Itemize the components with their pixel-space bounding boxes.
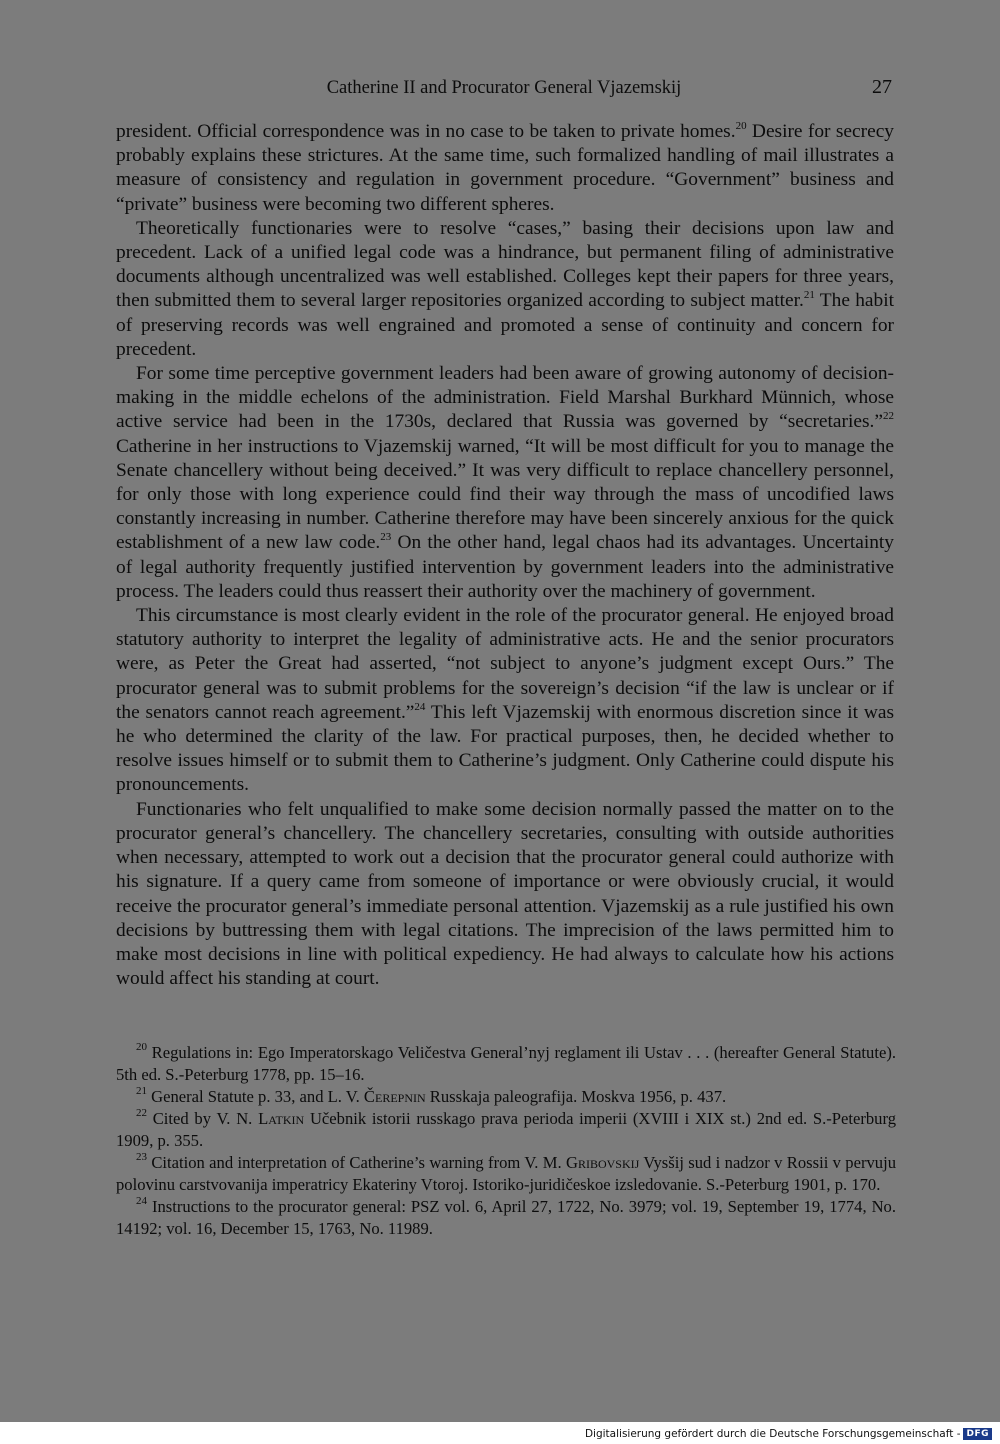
text-run: Instructions to the procurator general: PSZ vol. 6, April 27, 1722, No. 3979; vol. 19, September 19, 1774, No. 14192; vol. 16, December 15, 1763, No. 11989.: [116, 1197, 896, 1238]
footnote-ref: 21: [136, 1085, 147, 1097]
paragraph: [116, 217, 894, 362]
text-run: president. Official correspondence was in no case to be taken to private homes.: [116, 121, 736, 142]
text-run: Cited by V. N.: [147, 1109, 259, 1128]
footnote-ref: 23: [380, 531, 392, 544]
paragraph: [116, 120, 894, 217]
page-number: 27: [872, 76, 892, 98]
author-name: Latkin: [258, 1109, 305, 1128]
text-run: Učebnik istorii russkago prava perioda imperii (XVIII i XIX st.) 2nd ed. S.-Peterburg 1909, p. 355.: [116, 1109, 896, 1150]
running-head: Catherine II and Procurator General Vjazemskij: [326, 78, 682, 98]
footnote-ref: 24: [136, 1195, 147, 1207]
footnote: [116, 1152, 896, 1196]
text-run: On the other hand, legal chaos had its advantages. Uncertainty of legal authority frequently justified intervention by government leaders into the administrative process. The leaders could thus reassert their authority over the machinery of government.: [116, 532, 894, 602]
footnote-ref: 20: [136, 1041, 147, 1053]
text-run: Functionaries who felt unqualified to make some decision normally passed the matter on to the procurator general’s chancellery. The chancellery secretaries, consulting with outside authorities when necessary, attempted to work out a decision that the procurator general could authorize with his signature. If a query came from someone of importance or were obviously crucial, it would receive the procurator general’s immediate personal attention. Vjazemskij as a rule justified his own decisions by buttressing them with legal citations. The imprecision of the laws permitted him to make most decisions in line with political expediency. He had always to calculate how his actions would affect his standing at court.: [116, 798, 894, 990]
digitization-credit: [585, 1425, 992, 1443]
text-run: Regulations in: Ego Imperatorskago Veličestva General’nyj reglament ili Ustav . . . (hereafter General Statute). 5th ed. S.-Peterburg 1778, pp. 15–16.: [116, 1043, 896, 1084]
text-run: Vysšij sud i nadzor v Rossii v pervuju polovinu carstvovanija imperatricy Ekateriny Vtoroj. Istoriko-juridičeskoe izsledovanie. S.-Peterburg 1901, p. 170.: [116, 1153, 896, 1194]
author-name: Gribovskij: [565, 1153, 640, 1172]
footnote-ref: 21: [803, 289, 815, 302]
footnote: [116, 1108, 896, 1152]
paragraph: [116, 604, 894, 798]
footnote: [116, 1042, 896, 1086]
text-run: Desire for secrecy probably explains these strictures. At the same time, such formalized handling of mail illustrates a measure of consistency and regulation in government procedure. “Government” business and “private” business were becoming two different spheres.: [116, 121, 894, 215]
page-header: [116, 76, 892, 106]
text-run: This left Vjazemskij with enormous discretion since it was he who determined the clarity of the law. For practical purposes, then, he decided whether to resolve issues himself or to submit them to Catherine’s judgment. Only Catherine could dispute his pronouncements.: [116, 701, 895, 796]
footnote-ref: 24: [414, 700, 426, 713]
footnote: [116, 1086, 896, 1108]
text-run: Theoretically functionaries were to resolve “cases,” basing their decisions upon law and precedent. Lack of a unified legal code was a hindrance, but permanent filing of administrative documents although uncentralized was well established. Colleges kept their papers for three years, then submitted them to several larger repositories organized according to subject matter.: [116, 217, 894, 312]
footnote-ref: 22: [883, 410, 894, 423]
body-text: [116, 120, 894, 991]
text-run: Catherine in her instructions to Vjazemskij warned, “It will be most difficult for you to manage the Senate chancellery without being deceived.” It was very difficult to replace chancellery personnel, for only those with long experience could find their way through the mass of uncodified laws constantly increasing in number. Catherine therefore may have been sincerely anxious for the quick establishment of a new law code.: [116, 435, 894, 554]
paragraph: [116, 798, 894, 992]
text-run: For some time perceptive government leaders had been aware of growing autonomy of decision-making in the middle echelons of the administration. Field Marshal Burkhard Münnich, whose active service had been in the 1730s, declared that Russia was governed by “secretaries.”: [116, 363, 894, 433]
text-run: The habit of preserving records was well engrained and promoted a sense of continuity and concern for precedent.: [116, 290, 894, 360]
footnote: [116, 1196, 896, 1240]
text-run: General Statute p. 33, and L. V.: [147, 1087, 364, 1106]
footnotes: [116, 1042, 896, 1240]
text-run: This circumstance is most clearly evident in the role of the procurator general. He enjoyed broad statutory authority to interpret the legality of administrative acts. He and the senior procurators were, as Peter the Great had asserted, “not subject to anyone’s judgment except Ours.” The procurator general was to submit problems for the sovereign’s decision “if the law is unclear or if the senators cannot reach agreement.”: [116, 605, 894, 723]
credit-text: Digitalisierung gefördert durch die Deutsche Forschungsgemeinschaft -: [584, 1428, 961, 1440]
text-run: Citation and interpretation of Catherine’s warning from V. M.: [147, 1153, 566, 1172]
footnote-ref: 20: [735, 120, 747, 132]
paragraph: [116, 362, 894, 604]
author-name: Čerepnin: [363, 1087, 426, 1106]
footnote-ref: 23: [136, 1151, 147, 1163]
footnote-ref: 22: [136, 1107, 147, 1119]
text-run: Russkaja paleografija. Moskva 1956, p. 437.: [425, 1087, 727, 1106]
dfg-logo: DFG: [963, 1428, 992, 1440]
